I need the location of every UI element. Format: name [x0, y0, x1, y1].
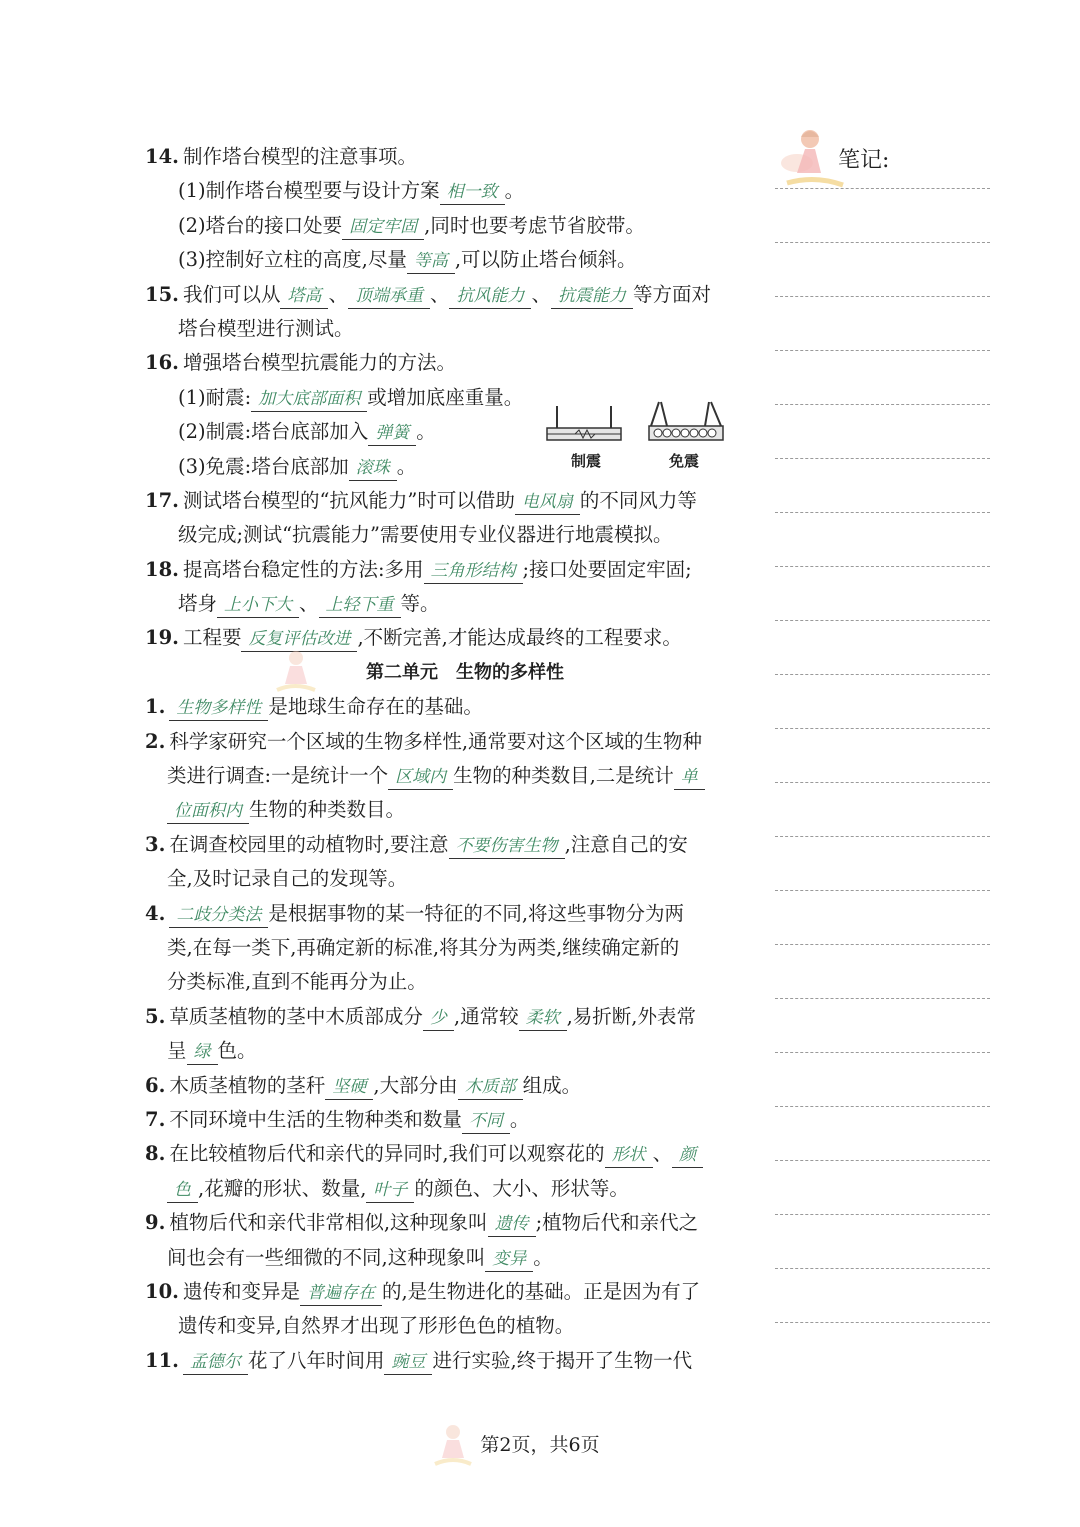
note-line[interactable]	[775, 404, 990, 405]
note-line[interactable]	[775, 1268, 990, 1269]
q16-sub1: (1)耐震: 加大底部面积 或增加底座重量。	[145, 381, 725, 415]
u2-line3: 位面积内 生物的种类数目。	[145, 793, 725, 827]
u8: 8. 在比较植物后代和亲代的异同时,我们可以观察花的 形状 、 颜	[145, 1137, 725, 1171]
q17-line2: 级完成;测试“抗震能力”需要使用专业仪器进行地震模拟。	[178, 523, 673, 547]
note-line[interactable]	[775, 242, 990, 243]
note-line[interactable]	[775, 1052, 990, 1053]
u5: 5. 草质茎植物的茎中木质部成分 少 ,通常较 柔软 ,易折断,外表常	[145, 1000, 725, 1034]
u10: 10. 遗传和变异是 普遍存在 的,是生物进化的基础。正是因为有了	[145, 1275, 725, 1309]
note-line[interactable]	[775, 1322, 990, 1323]
u9: 9. 植物后代和亲代非常相似,这种现象叫 遗传 ;植物后代和亲代之	[145, 1206, 725, 1240]
answer-blank[interactable]: 普遍存在	[300, 1281, 382, 1306]
answer-blank[interactable]: 木质部	[458, 1075, 523, 1100]
answer-blank[interactable]: 豌豆	[384, 1350, 432, 1375]
u5-line2: 呈 绿 色。	[145, 1034, 725, 1068]
u10-line2: 遗传和变异,自然界才出现了形形色色的植物。	[178, 1314, 575, 1338]
q15: 15. 我们可以从 塔高 、 顶端承重 、 抗风能力 、 抗震能力 等方面对	[145, 278, 725, 312]
u3: 3. 在调查校园里的动植物时,要注意 不要伤害生物 ,注意自己的安	[145, 828, 725, 862]
u7: 7. 不同环境中生活的生物种类和数量 不同 。	[145, 1103, 725, 1137]
answer-blank[interactable]: 遗传	[488, 1212, 536, 1237]
q17: 17. 测试塔台模型的“抗风能力”时可以借助 电风扇 的不同风力等	[145, 484, 725, 518]
answer-blank[interactable]: 色	[167, 1178, 198, 1203]
answer-blank[interactable]: 弹簧	[368, 421, 416, 446]
q14-stem: 14. 制作塔台模型的注意事项。	[145, 145, 417, 168]
answer-blank[interactable]: 二歧分类法	[169, 903, 268, 928]
note-line[interactable]	[775, 728, 990, 729]
answer-blank[interactable]: 顶端承重	[348, 284, 430, 309]
answer-blank[interactable]: 加大底部面积	[251, 387, 367, 412]
q18-line2: 塔身 上小下大 、 上轻下重 等。	[145, 587, 725, 621]
answer-blank[interactable]: 不同	[462, 1109, 510, 1134]
u4: 4. 二歧分类法 是根据事物的某一特征的不同,将这些事物分为两	[145, 897, 725, 931]
answer-blank[interactable]: 形状	[605, 1143, 653, 1168]
isolation-label: 免震	[669, 452, 700, 470]
answer-blank[interactable]: 孟德尔	[183, 1350, 248, 1375]
answer-blank[interactable]: 上小下大	[217, 593, 299, 618]
q15-line2: 塔台模型进行测试。	[178, 316, 354, 340]
note-line[interactable]	[775, 1106, 990, 1107]
notes-title: 笔记:	[838, 148, 890, 173]
note-line[interactable]	[775, 188, 990, 189]
note-line[interactable]	[775, 620, 990, 621]
answer-blank[interactable]: 变异	[485, 1247, 533, 1272]
note-line[interactable]	[775, 836, 990, 837]
answer-blank[interactable]: 单	[674, 765, 705, 790]
note-line[interactable]	[775, 998, 990, 999]
answer-blank[interactable]: 等高	[407, 249, 455, 274]
page-number: 第2页，共6页	[480, 1434, 600, 1456]
fairy-mascot-icon	[275, 648, 317, 694]
note-line[interactable]	[775, 782, 990, 783]
u3-line2: 全,及时记录自己的发现等。	[167, 867, 408, 891]
note-line[interactable]	[775, 296, 990, 297]
u8-line2: 色 ,花瓣的形状、数量, 叶子 的颜色、大小、形状等。	[145, 1172, 725, 1206]
u11: 11. 孟德尔 花了八年时间用 豌豆 进行实验,终于揭开了生物一代	[145, 1344, 725, 1378]
note-line[interactable]	[775, 566, 990, 567]
note-line[interactable]	[775, 944, 990, 945]
note-line[interactable]	[775, 890, 990, 891]
note-line[interactable]	[775, 350, 990, 351]
fairy-mascot-icon	[775, 125, 845, 195]
page-footer	[0, 1430, 1080, 1457]
q14-sub3: (3)控制好立柱的高度,尽量 等高 ,可以防止塔台倾斜。	[145, 243, 725, 277]
note-line[interactable]	[775, 1214, 990, 1215]
q14-sub2: (2)塔台的接口处要 固定牢固 ,同时也要考虑节省胶带。	[145, 209, 725, 243]
q16-stem: 16. 增强塔台模型抗震能力的方法。	[145, 351, 456, 375]
u4-line2: 类,在每一类下,再确定新的标准,将其分为两类,继续确定新的	[167, 935, 680, 959]
answer-blank[interactable]: 坚硬	[325, 1075, 373, 1100]
u2-line2: 类进行调查:一是统计一个 区域内 生物的种类数目,二是统计 单	[145, 759, 725, 793]
answer-blank[interactable]: 颜	[672, 1143, 703, 1168]
section-title: 第二单元 生物的多样性	[145, 656, 725, 690]
answer-blank[interactable]: 电风扇	[515, 490, 580, 515]
damping-label: 制震	[571, 452, 602, 470]
answer-blank[interactable]: 固定牢固	[342, 215, 424, 240]
u6: 6. 木质茎植物的茎秆 坚硬 ,大部分由 木质部 组成。	[145, 1069, 725, 1103]
answer-blank[interactable]: 生物多样性	[169, 696, 268, 721]
u1: 1. 生物多样性 是地球生命存在的基础。	[145, 690, 725, 724]
u4-line3: 分类标准,直到不能再分为止。	[167, 970, 427, 994]
answer-blank[interactable]: 绿	[187, 1040, 218, 1065]
u9-line2: 间也会有一些细微的不同,这种现象叫 变异 。	[145, 1241, 725, 1275]
note-line[interactable]	[775, 1160, 990, 1161]
q18: 18. 提高塔台稳定性的方法:多用 三角形结构 ;接口处要固定牢固;	[145, 553, 725, 587]
note-line[interactable]	[775, 674, 990, 675]
answer-blank[interactable]: 叶子	[366, 1178, 414, 1203]
answer-blank[interactable]: 区域内	[388, 765, 453, 790]
u2: 2. 科学家研究一个区域的生物多样性,通常要对这个区域的生物种	[145, 729, 703, 753]
fairy-mascot-icon	[433, 1422, 473, 1468]
answer-blank[interactable]: 少	[423, 1006, 454, 1031]
worksheet-content	[145, 140, 725, 1378]
answer-blank[interactable]: 不要伤害生物	[449, 834, 565, 859]
answer-blank[interactable]: 抗风能力	[449, 284, 531, 309]
answer-blank[interactable]: 上轻下重	[319, 593, 401, 618]
answer-blank[interactable]: 相一致	[440, 180, 505, 205]
q16-sub2: (2)制震:塔台底部加入 弹簧 。	[145, 415, 725, 449]
note-line[interactable]	[775, 512, 990, 513]
note-line[interactable]	[775, 458, 990, 459]
answer-blank[interactable]: 位面积内	[167, 799, 249, 824]
answer-blank[interactable]: 柔软	[519, 1006, 567, 1031]
answer-blank[interactable]: 反复评估改进	[241, 627, 357, 652]
answer-blank[interactable]: 滚珠	[349, 456, 397, 481]
q16-sub3: (3)免震:塔台底部加 滚珠 。	[145, 450, 725, 484]
answer-blank[interactable]: 塔高	[280, 284, 328, 309]
answer-blank[interactable]: 抗震能力	[551, 284, 633, 309]
answer-blank[interactable]: 三角形结构	[424, 559, 523, 584]
q19: 19. 工程要 反复评估改进 ,不断完善,才能达成最终的工程要求。	[145, 621, 725, 655]
q14-sub1: (1)制作塔台模型要与设计方案 相一致 。	[145, 174, 725, 208]
